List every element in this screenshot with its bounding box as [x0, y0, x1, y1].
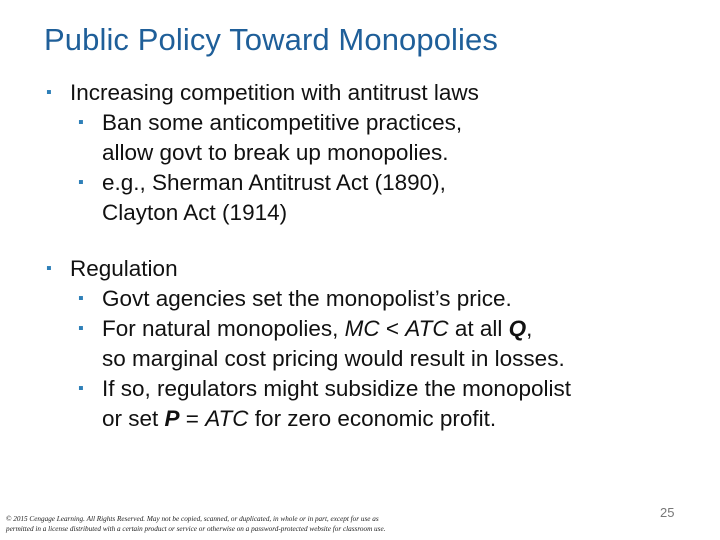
copyright-footer	[6, 514, 446, 534]
bullet-antitrust	[0, 78, 720, 108]
section-gap	[0, 228, 720, 254]
square-bullet-icon: ▪	[78, 320, 84, 337]
subbullet-govt-agencies	[0, 284, 720, 314]
text-segment: For natural monopolies,	[102, 316, 345, 341]
atc-term: ATC	[205, 406, 249, 431]
square-bullet-icon: ▪	[78, 380, 84, 397]
subbullet-line: allow govt to break up monopolies.	[102, 140, 449, 165]
q-term: Q	[508, 316, 527, 341]
slide-content	[0, 78, 720, 434]
square-bullet-icon: ▪	[78, 174, 84, 191]
page-number: 25	[660, 505, 675, 520]
square-bullet-icon: ▪	[46, 84, 52, 101]
subbullet-line: Clayton Act (1914)	[102, 200, 288, 225]
subbullet-line: Ban some anticompetitive practices,	[102, 110, 463, 135]
text-segment: =	[179, 406, 206, 431]
subbullet-regulators	[0, 374, 720, 434]
atc-term: ATC	[405, 316, 449, 341]
subbullet-line: so marginal cost pricing would result in losses.	[102, 346, 565, 371]
slide-title: Public Policy Toward Monopolies	[44, 22, 498, 57]
bullet-regulation	[0, 254, 720, 284]
square-bullet-icon: ▪	[78, 114, 84, 131]
mc-term: MC	[344, 316, 380, 341]
text-segment: or set	[102, 406, 165, 431]
square-bullet-icon: ▪	[46, 260, 52, 277]
square-bullet-icon: ▪	[78, 290, 84, 307]
copyright-line: © 2015 Cengage Learning. All Rights Reserved. May not be copied, scanned, or duplicated, in whole or in part, except for use as	[6, 515, 379, 523]
subbullet-antitrust-acts	[0, 168, 720, 228]
subbullet-line: Govt agencies set the monopolist’s price.	[102, 286, 512, 311]
subbullet-natural-monopolies	[0, 314, 720, 374]
text-segment: for zero economic profit.	[248, 406, 497, 431]
subbullet-line: e.g., Sherman Antitrust Act (1890),	[102, 170, 446, 195]
subbullet-anticompetitive-practices	[0, 108, 720, 168]
text-segment: at all	[448, 316, 509, 341]
copyright-line: permitted in a license distributed with a certain product or service or otherwise on a password-protected website for classroom use.	[6, 525, 386, 533]
text-segment: ,	[526, 316, 533, 341]
p-term: P	[164, 406, 180, 431]
bullet-text: Increasing competition with antitrust laws	[70, 80, 479, 105]
bullet-text: Regulation	[70, 256, 178, 281]
subbullet-line: If so, regulators might subsidize the monopolist	[102, 376, 571, 401]
text-segment: <	[379, 316, 406, 341]
